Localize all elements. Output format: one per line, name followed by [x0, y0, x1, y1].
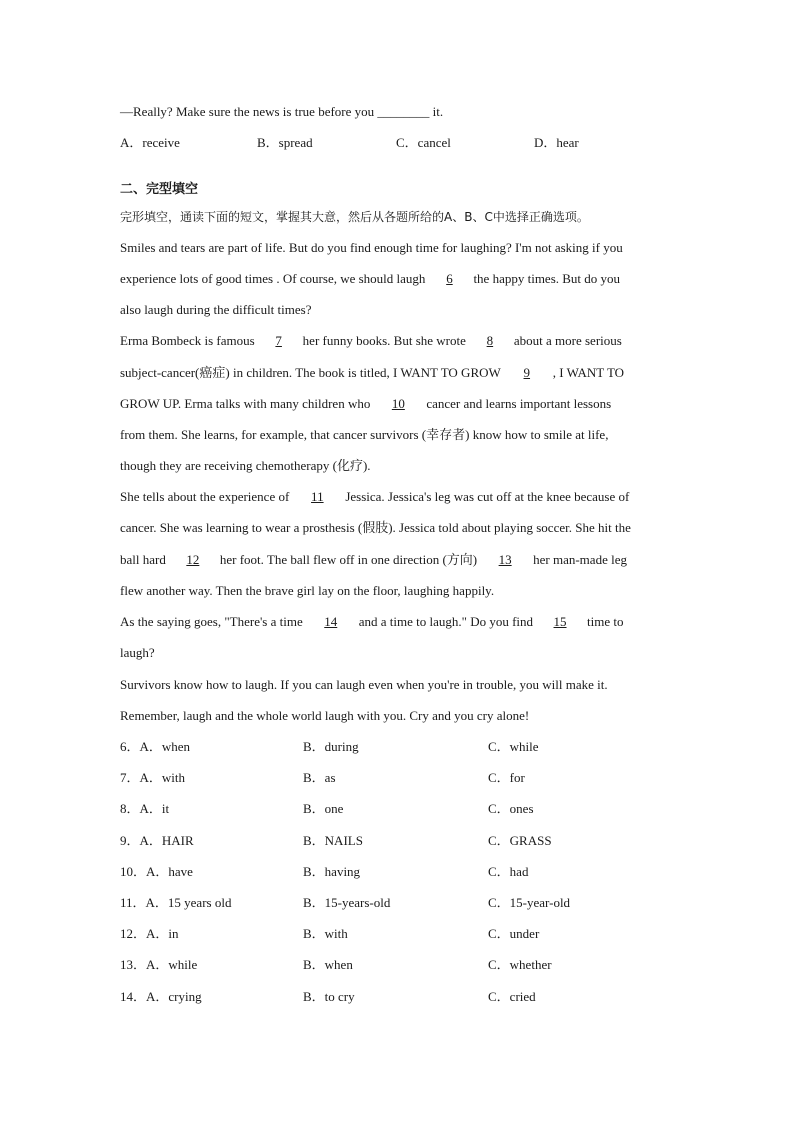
option-a[interactable]: [120, 739, 190, 755]
option-b[interactable]: B．with: [303, 926, 348, 941]
passage-text: Erma Bombeck is famous: [120, 333, 255, 348]
section-instruction: 完形填空，通读下面的短文，掌握其大意，然后从各题所给的A、B、C中选择正确选项。: [120, 210, 589, 224]
option-c[interactable]: C．whether: [488, 957, 552, 972]
blank-14: 14: [324, 614, 338, 629]
question-number: 14．A．: [120, 989, 169, 1004]
passage-line-11: [120, 552, 627, 568]
passage-line-7: from them. She learns, for example, that cancer survivors (幸存者) know how to smile at life,: [120, 427, 609, 442]
option-b[interactable]: B．when: [303, 957, 353, 972]
section-heading: 二、完型填空: [120, 182, 199, 197]
option-a-text: crying: [168, 989, 202, 1004]
option-a-text: with: [161, 770, 186, 785]
q5-option-c[interactable]: C．cancel: [396, 135, 451, 150]
passage-line-15: Survivors know how to laugh. If you can laugh even when you're in trouble, you will make it.: [120, 677, 608, 692]
option-a[interactable]: [120, 770, 185, 786]
option-c[interactable]: C．15-year-old: [488, 895, 571, 910]
option-a[interactable]: [120, 895, 231, 911]
passage-text: subject-cancer(癌症) in children. The book is titled, I WANT TO GROW: [120, 365, 501, 380]
option-b[interactable]: B．one: [303, 801, 344, 816]
option-a[interactable]: [120, 957, 197, 973]
q5-stem-before: —Really? Make sure the news is true before you: [120, 104, 378, 119]
blank-13: 13: [498, 552, 512, 567]
option-a[interactable]: [120, 833, 194, 849]
blank-9: 9: [523, 365, 531, 380]
passage-text: She tells about the experience of: [120, 489, 290, 504]
option-a-text: have: [168, 864, 193, 879]
passage-text: time to: [587, 614, 624, 629]
passage-line-16: Remember, laugh and the whole world laugh with you. Cry and you cry alone!: [120, 708, 530, 723]
passage-line-13: [120, 614, 624, 630]
option-b[interactable]: B．to cry: [303, 989, 355, 1004]
question-number: 7．A．: [120, 770, 162, 785]
option-c[interactable]: C．cried: [488, 989, 536, 1004]
option-c[interactable]: C．GRASS: [488, 833, 552, 848]
passage-line-6: [120, 396, 611, 412]
passage-text: ball hard: [120, 552, 166, 567]
passage-line-2: [120, 271, 620, 287]
passage-line-12: flew another way. Then the brave girl lay on the floor, laughing happily.: [120, 583, 495, 598]
option-c[interactable]: C．ones: [488, 801, 534, 816]
option-a[interactable]: [120, 864, 193, 880]
option-c[interactable]: C．while: [488, 739, 539, 754]
option-a-text: while: [168, 957, 198, 972]
passage-line-3: also laugh during the difficult times?: [120, 302, 312, 317]
passage-text: her foot. The ball flew off in one direction (方向): [219, 552, 478, 567]
passage-line-8: though they are receiving chemotherapy (化疗).: [120, 458, 371, 473]
passage-line-9: [120, 489, 629, 505]
option-a[interactable]: [120, 926, 179, 942]
passage-text: Jessica. Jessica's leg was cut off at the knee because of: [345, 489, 630, 504]
passage-text: cancer and learns important lessons: [426, 396, 612, 411]
option-b[interactable]: B．as: [303, 770, 336, 785]
passage-text: experience lots of good times . Of course, we should laugh: [120, 271, 426, 286]
question-number: 8．A．: [120, 801, 162, 816]
passage-line-10: cancer. She was learning to wear a prosthesis (假肢). Jessica told about playing soccer. She hit the: [120, 520, 631, 535]
option-c[interactable]: C．under: [488, 926, 540, 941]
q5-option-a[interactable]: A．receive: [120, 135, 180, 150]
option-a-text: 15 years old: [167, 895, 232, 910]
passage-line-5: [120, 365, 624, 381]
blank-10: 10: [391, 396, 405, 411]
blank-11: 11: [311, 489, 324, 504]
blank-15: 15: [553, 614, 567, 629]
q5-option-d[interactable]: D．hear: [534, 135, 579, 150]
passage-text: As the saying goes, "There's a time: [120, 614, 303, 629]
question-number: 9．A．: [120, 833, 162, 848]
passage-text: GROW UP. Erma talks with many children who: [120, 396, 371, 411]
blank-12: 12: [186, 552, 200, 567]
passage-text: , I WANT TO: [552, 365, 625, 380]
q5-stem: [120, 104, 443, 120]
q5-option-b[interactable]: B．spread: [257, 135, 313, 150]
option-a-text: when: [161, 739, 191, 754]
blank-8: 8: [486, 333, 494, 348]
option-a-text: HAIR: [161, 833, 194, 848]
blank-6: 6: [446, 271, 453, 286]
q5-blank: ________: [377, 104, 430, 119]
passage-text: the happy times. But do you: [473, 271, 621, 286]
question-number: 13．A．: [120, 957, 169, 972]
option-b[interactable]: B．during: [303, 739, 359, 754]
q5-stem-after: it.: [429, 104, 444, 119]
option-b[interactable]: B．15-years-old: [303, 895, 391, 910]
question-number: 10．A．: [120, 864, 169, 879]
blank-7: 7: [275, 333, 282, 348]
question-number: 6．A．: [120, 739, 162, 754]
passage-text: her man-made leg: [533, 552, 627, 567]
passage-text: about a more serious: [513, 333, 622, 348]
passage-line-4: [120, 333, 622, 349]
passage-line-14: laugh?: [120, 645, 155, 660]
question-number: 11．A．: [120, 895, 168, 910]
option-c[interactable]: C．had: [488, 864, 529, 879]
option-c[interactable]: C．for: [488, 770, 525, 785]
option-a-text: in: [168, 926, 179, 941]
option-a-text: it: [161, 801, 170, 816]
passage-text: her funny books. But she wrote: [302, 333, 466, 348]
passage-line-1: Smiles and tears are part of life. But do you find enough time for laughing? I'm not asking if you: [120, 240, 623, 255]
option-b[interactable]: B．NAILS: [303, 833, 363, 848]
option-b[interactable]: B．having: [303, 864, 361, 879]
option-a[interactable]: [120, 989, 202, 1005]
question-number: 12．A．: [120, 926, 169, 941]
option-a[interactable]: [120, 801, 169, 817]
passage-text: and a time to laugh." Do you find: [358, 614, 534, 629]
